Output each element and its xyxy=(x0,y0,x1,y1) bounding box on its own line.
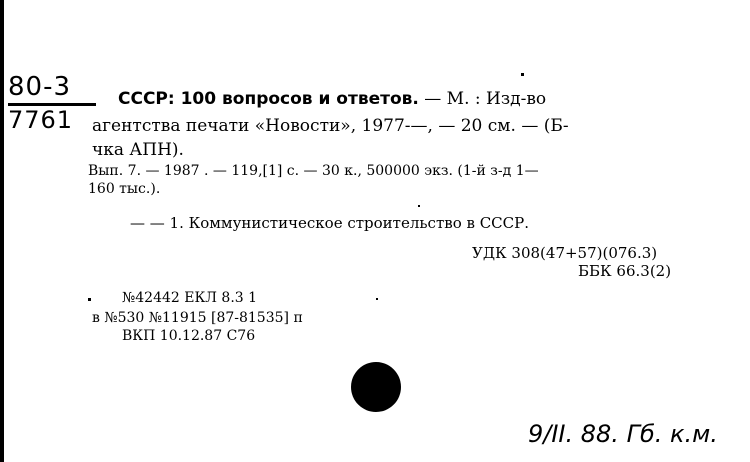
speck xyxy=(88,298,91,301)
bbk-code: ББК 66.3(2) xyxy=(578,262,672,280)
punch-hole xyxy=(351,362,401,412)
call-number-bottom: 7761 xyxy=(8,106,74,134)
record-line-1: №42442 ЕКЛ 8.3 1 xyxy=(122,290,258,306)
speck xyxy=(376,298,378,300)
publisher-line: агентства печати «Новости», 1977-—, — 20 см. — (Б- xyxy=(92,116,569,136)
record-line-3: ВКП 10.12.87 С76 xyxy=(122,328,256,344)
title-bold: СССР: 100 вопросов и ответов. xyxy=(118,89,419,109)
record-line-2: в №530 №11915 [87-81535] п xyxy=(92,310,303,326)
handwritten-note: 9/ІІ. 88. Гб. к.м. xyxy=(528,420,718,448)
card-left-edge xyxy=(0,0,4,462)
speck xyxy=(521,73,524,76)
issue-line: Вып. 7. — 1987 . — 119,[1] с. — 30 к., 500000 экз. (1-й з-д 1— xyxy=(88,163,539,179)
subject-heading: — — 1. Коммунистическое строительство в СССР. xyxy=(130,214,530,232)
print-run-line: 160 тыс.). xyxy=(88,181,161,197)
call-number-top: 80-3 xyxy=(8,72,72,102)
udk-code: УДК 308(47+57)(076.3) xyxy=(472,244,658,262)
title-line-rest: — М. : Изд-во xyxy=(418,89,547,109)
speck xyxy=(418,205,420,207)
series-line: чка АПН). xyxy=(92,140,184,160)
title-line xyxy=(118,89,546,109)
